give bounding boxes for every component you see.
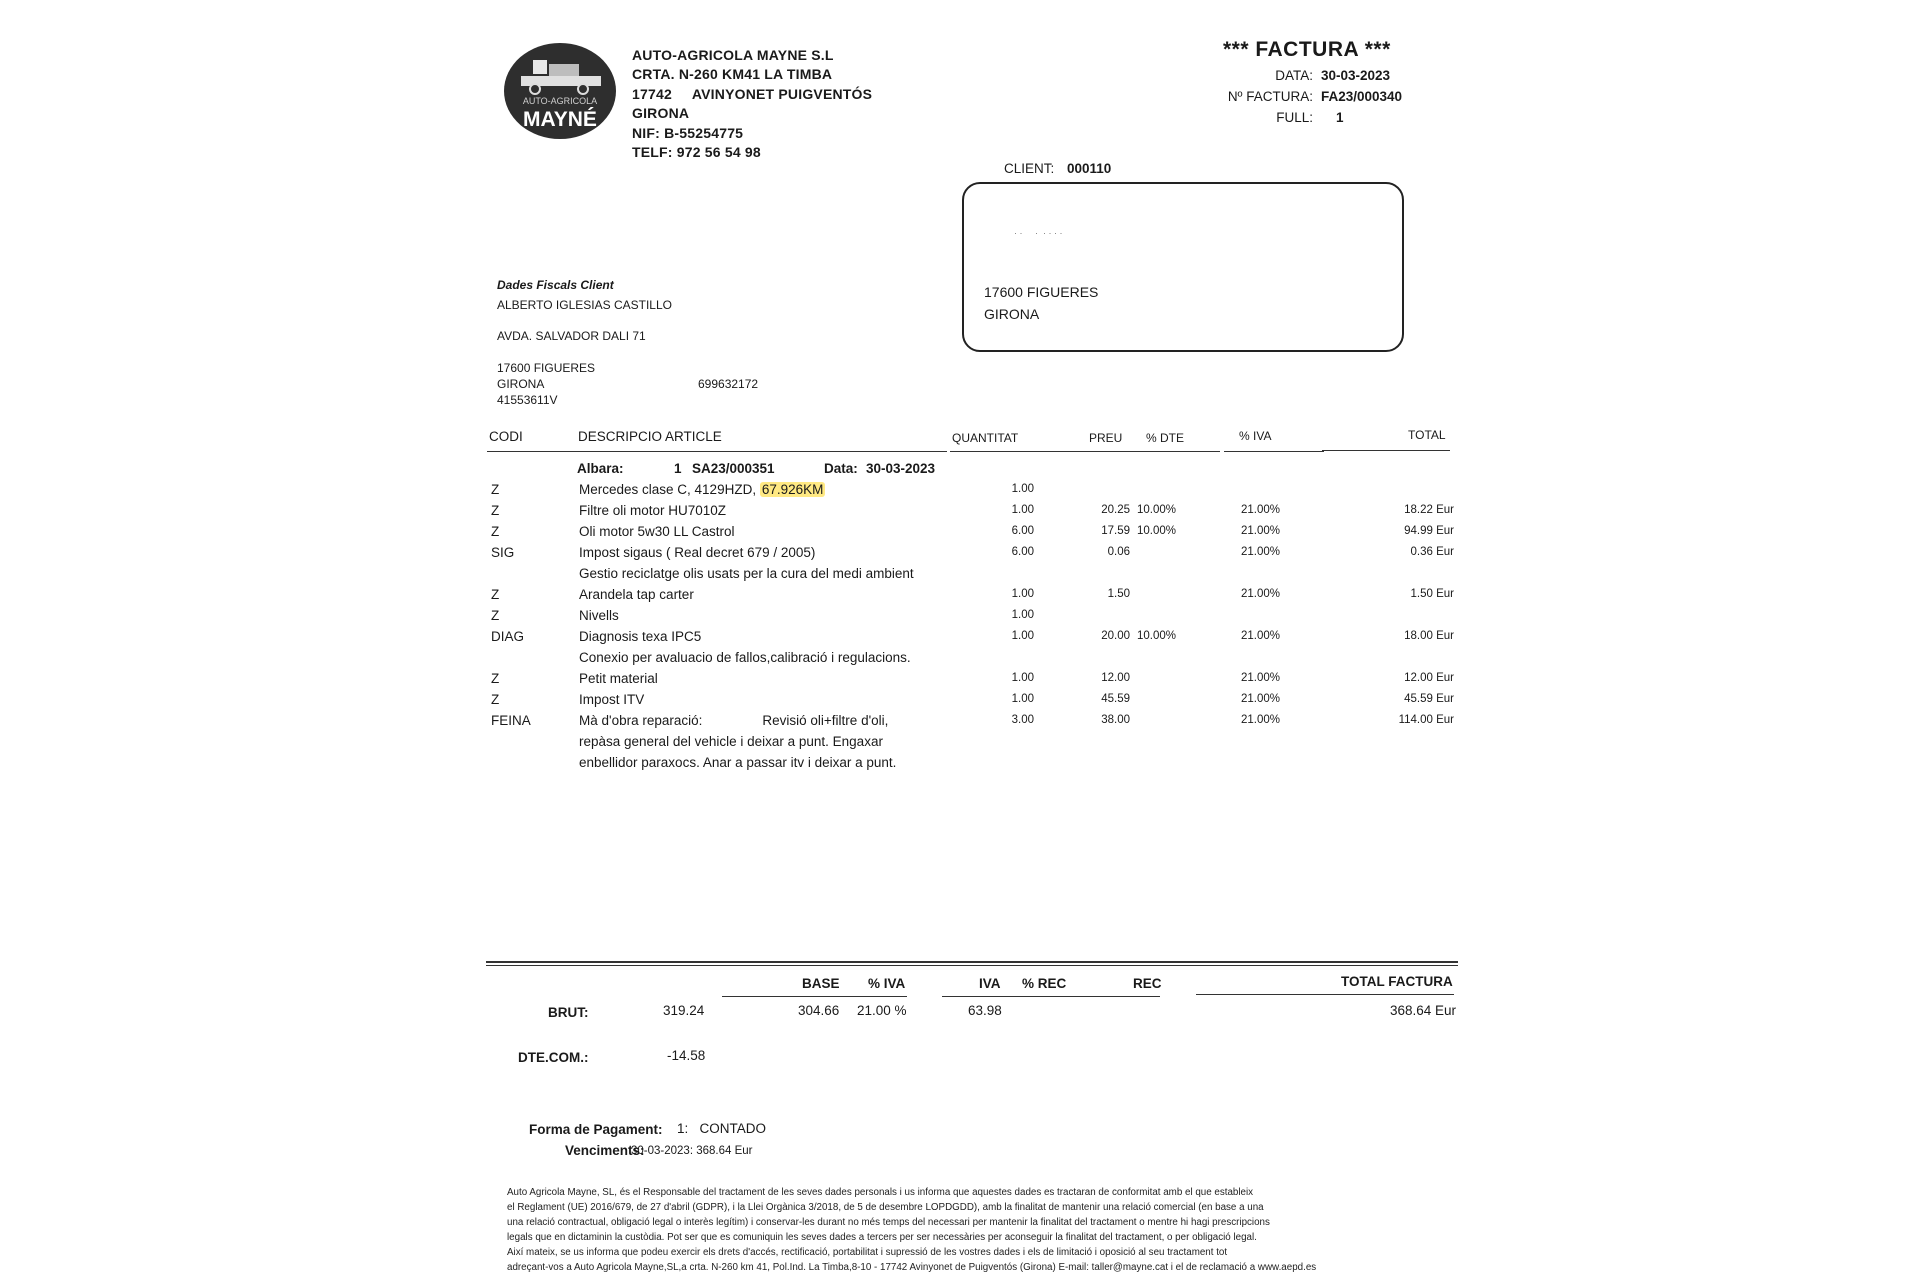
logo-text-main: MAYNÉ <box>523 108 597 131</box>
mileage-highlight: 67.926KM <box>761 482 824 497</box>
line-total: 45.59 Eur <box>1404 693 1454 705</box>
line-description: Mercedes clase C, 4129HZD, 67.926KM <box>579 482 824 497</box>
line-price: 38.00 <box>1101 714 1130 726</box>
line-description: Arandela tap carter <box>579 587 694 602</box>
col-header-preu: PREU <box>1089 431 1123 445</box>
line-price: 20.25 <box>1101 504 1130 516</box>
albara-date-label: Data: <box>824 461 858 476</box>
header-rule-total <box>1322 450 1450 451</box>
dte-com-label: DTE.COM.: <box>518 1050 589 1065</box>
header-rule-iva <box>1224 451 1324 452</box>
line-description: Filtre oli motor HU7010Z <box>579 503 727 518</box>
company-province: GIRONA <box>632 105 690 121</box>
fiscal-nif: 41553611V <box>497 393 558 407</box>
line-code: Z <box>491 671 500 686</box>
invoice-number-label: Nº FACTURA: <box>1227 89 1313 104</box>
date-label: DATA: <box>1275 68 1313 83</box>
iva-value: 63.98 <box>968 1003 1002 1018</box>
line-code: DIAG <box>491 629 525 644</box>
line-vat: 21.00% <box>1240 630 1280 642</box>
totals-header-iva: IVA <box>979 976 1001 991</box>
line-quantity: 6.00 <box>1011 546 1034 558</box>
line-quantity: 6.00 <box>1011 525 1034 537</box>
invoice-title: *** FACTURA *** <box>1223 38 1391 61</box>
due-value: 30-03-2023: 368.64 Eur <box>631 1145 753 1157</box>
line-code: FEINA <box>491 713 531 728</box>
legal-line: legals que en dictaminin la custòdia. Pot ser que es comuniquin les seves dades a tercers per ser necessàries per aconseguir la finalitat del tractament, o per obligació legal. <box>507 1232 1257 1243</box>
line-quantity: 1.00 <box>1011 609 1034 621</box>
line-total: 18.00 Eur <box>1404 630 1454 642</box>
line-total: 114.00 Eur <box>1398 714 1454 726</box>
line-description: Mà d'obra reparació: Revisió oli+filtre d'oli, <box>579 713 889 728</box>
header-rule-prices <box>950 451 1220 452</box>
line-description: repàsa general del vehicle i deixar a punt. Engaxar <box>579 734 883 749</box>
totals-header-rec-pct: % REC <box>1022 976 1067 991</box>
company-phone: TELF: 972 56 54 98 <box>632 144 761 160</box>
line-vat: 21.00% <box>1240 525 1280 537</box>
legal-line: Així mateix, se us informa que podeu exercir els drets d'accés, rectificació, portabilitat i supressió de les vostres dades i els de limitació i oposició al seu tractament tot <box>507 1247 1228 1258</box>
line-discount: 10.00% <box>1136 525 1176 537</box>
brut-value: 319.24 <box>663 1003 705 1018</box>
due-label: Venciments: <box>565 1143 645 1158</box>
line-price: 12.00 <box>1101 672 1130 684</box>
line-code: SIG <box>491 545 515 560</box>
totals-header-iva-pct: % IVA <box>868 976 906 991</box>
fiscal-name: ALBERTO IGLESIAS CASTILLO <box>497 298 672 312</box>
col-header-iva: % IVA <box>1239 429 1272 443</box>
line-code: Z <box>491 692 500 707</box>
payment-method-label: Forma de Pagament: <box>529 1122 663 1137</box>
client-address-redacted: · · · · · · · <box>1014 228 1063 238</box>
line-code: Z <box>491 503 500 518</box>
albara-code: SA23/000351 <box>692 461 775 476</box>
line-vat: 21.00% <box>1240 693 1280 705</box>
line-quantity: 1.00 <box>1011 693 1034 705</box>
fiscal-phone: 699632172 <box>698 377 759 391</box>
col-header-codi: CODI <box>489 429 523 444</box>
line-quantity: 1.00 <box>1011 483 1034 495</box>
fiscal-address: AVDA. SALVADOR DALI 71 <box>497 329 646 343</box>
legal-line: adreçant-vos a Auto Agricola Mayne,SL,a crta. N-260 km 41, Pol.Ind. La Timba,8-10 - 17742 Avinyonet de Puigventós (Girona) E-mail: taller@mayne.cat i el de reclamació a www.aepd.es <box>507 1262 1317 1273</box>
line-discount: 10.00% <box>1136 630 1176 642</box>
sheet-value: 1 <box>1336 110 1344 125</box>
line-quantity: 1.00 <box>1011 672 1034 684</box>
dte-com-value: -14.58 <box>667 1048 706 1063</box>
line-vat: 21.00% <box>1240 546 1280 558</box>
line-description: Conexio per avaluacio de fallos,calibració i regulacions. <box>579 650 911 665</box>
client-address-box <box>962 182 1404 352</box>
line-code: Z <box>491 482 500 497</box>
line-code: Z <box>491 587 500 602</box>
payment-method-value: 1: CONTADO <box>677 1121 767 1136</box>
line-vat: 21.00% <box>1240 504 1280 516</box>
sheet-label: FULL: <box>1276 110 1313 125</box>
totals-header-total: TOTAL FACTURA <box>1341 974 1453 989</box>
client-label: CLIENT: <box>1004 161 1055 176</box>
line-discount: 10.00% <box>1136 504 1176 516</box>
company-logo <box>503 42 617 140</box>
line-price: 45.59 <box>1101 693 1130 705</box>
line-description: Impost ITV <box>579 692 645 707</box>
client-box-city: 17600 FIGUERES <box>984 284 1099 300</box>
iva-pct-value: 21.00 % <box>857 1003 907 1018</box>
fiscal-province: GIRONA <box>497 377 545 391</box>
totals-header-rec: REC <box>1133 976 1162 991</box>
brut-label: BRUT: <box>548 1005 589 1020</box>
line-description: Petit material <box>579 671 658 686</box>
legal-notice <box>507 1185 1407 1275</box>
albara-number: 1 <box>674 461 682 476</box>
totals-rule-total <box>1196 994 1454 995</box>
line-code: Z <box>491 608 500 623</box>
line-total: 0.36 Eur <box>1410 546 1454 558</box>
totals-rule-base <box>722 996 907 997</box>
albara-date: 30-03-2023 <box>866 461 936 476</box>
company-name: AUTO-AGRICOLA MAYNE S.L <box>632 47 834 63</box>
col-header-descripcio: DESCRIPCIO ARTICLE <box>578 429 722 444</box>
line-description: Diagnosis texa IPC5 <box>579 629 702 644</box>
legal-line: una relació contractual, obligació legal o interès legítim) i conservar-les durant no més temps del necessari per mantenir la finalitat del tractament o mentre hi hagi prescripcions <box>507 1217 1270 1228</box>
albara-label: Albara: <box>577 461 624 476</box>
base-value: 304.66 <box>798 1003 840 1018</box>
total-factura-value: 368.64 Eur <box>1390 1003 1457 1018</box>
fiscal-city: 17600 FIGUERES <box>497 361 596 375</box>
line-description: enbellidor paraxocs. Anar a passar itv i deixar a punt. <box>579 755 897 770</box>
line-quantity: 1.00 <box>1011 504 1034 516</box>
line-quantity: 1.00 <box>1011 588 1034 600</box>
company-city: 17742 AVINYONET PUIGVENTÓS <box>632 86 873 102</box>
col-header-total: TOTAL <box>1408 428 1446 442</box>
logo-text-top: AUTO-AGRICOLA <box>522 96 598 106</box>
client-number: 000110 <box>1067 161 1112 176</box>
line-description: Oli motor 5w30 LL Castrol <box>579 524 735 539</box>
company-nif: NIF: B-55254775 <box>632 125 744 141</box>
line-code: Z <box>491 524 500 539</box>
line-price: 17.59 <box>1101 525 1130 537</box>
line-description: Gestio reciclatge olis usats per la cura del medi ambient <box>579 566 914 581</box>
line-price: 20.00 <box>1101 630 1130 642</box>
totals-rule-top-2 <box>486 965 1458 966</box>
company-road: CRTA. N-260 KM41 LA TIMBA <box>632 66 833 82</box>
line-description: Nivells <box>579 608 619 623</box>
line-vat: 21.00% <box>1240 588 1280 600</box>
invoice-number-value: FA23/000340 <box>1321 89 1403 104</box>
line-total: 18.22 Eur <box>1404 504 1454 516</box>
totals-rule-rec <box>1070 996 1160 997</box>
legal-line: Auto Agricola Mayne, SL, és el Responsable del tractament de les seves dades personals i us informa que aquestes dades es tractaran de conformitat amb el que estableix <box>507 1187 1254 1198</box>
line-quantity: 1.00 <box>1011 630 1034 642</box>
line-quantity: 3.00 <box>1011 714 1034 726</box>
date-value: 30-03-2023 <box>1321 68 1391 83</box>
fiscal-heading: Dades Fiscals Client <box>497 278 614 292</box>
legal-line: el Reglament (UE) 2016/679, de 27 d'abril (GDPR), i la Llei Orgànica 3/2018, de 5 de desembre LOPDGDD), amb la finalitat de mantenir una relació comercial (en base a una <box>507 1202 1264 1213</box>
line-price: 0.06 <box>1107 546 1130 558</box>
col-header-dte: % DTE <box>1146 431 1185 445</box>
line-total: 94.99 Eur <box>1404 525 1454 537</box>
col-header-quantitat: QUANTITAT <box>952 431 1019 445</box>
line-description: Impost sigaus ( Real decret 679 / 2005) <box>579 545 816 560</box>
line-vat: 21.00% <box>1240 714 1280 726</box>
header-rule-description <box>487 451 947 452</box>
totals-rule-top-1 <box>486 961 1458 963</box>
line-vat: 21.00% <box>1240 672 1280 684</box>
line-total: 12.00 Eur <box>1404 672 1454 684</box>
line-price: 1.50 <box>1107 588 1130 600</box>
totals-header-base: BASE <box>802 976 840 991</box>
line-total: 1.50 Eur <box>1410 588 1454 600</box>
client-box-province: GIRONA <box>984 306 1040 322</box>
